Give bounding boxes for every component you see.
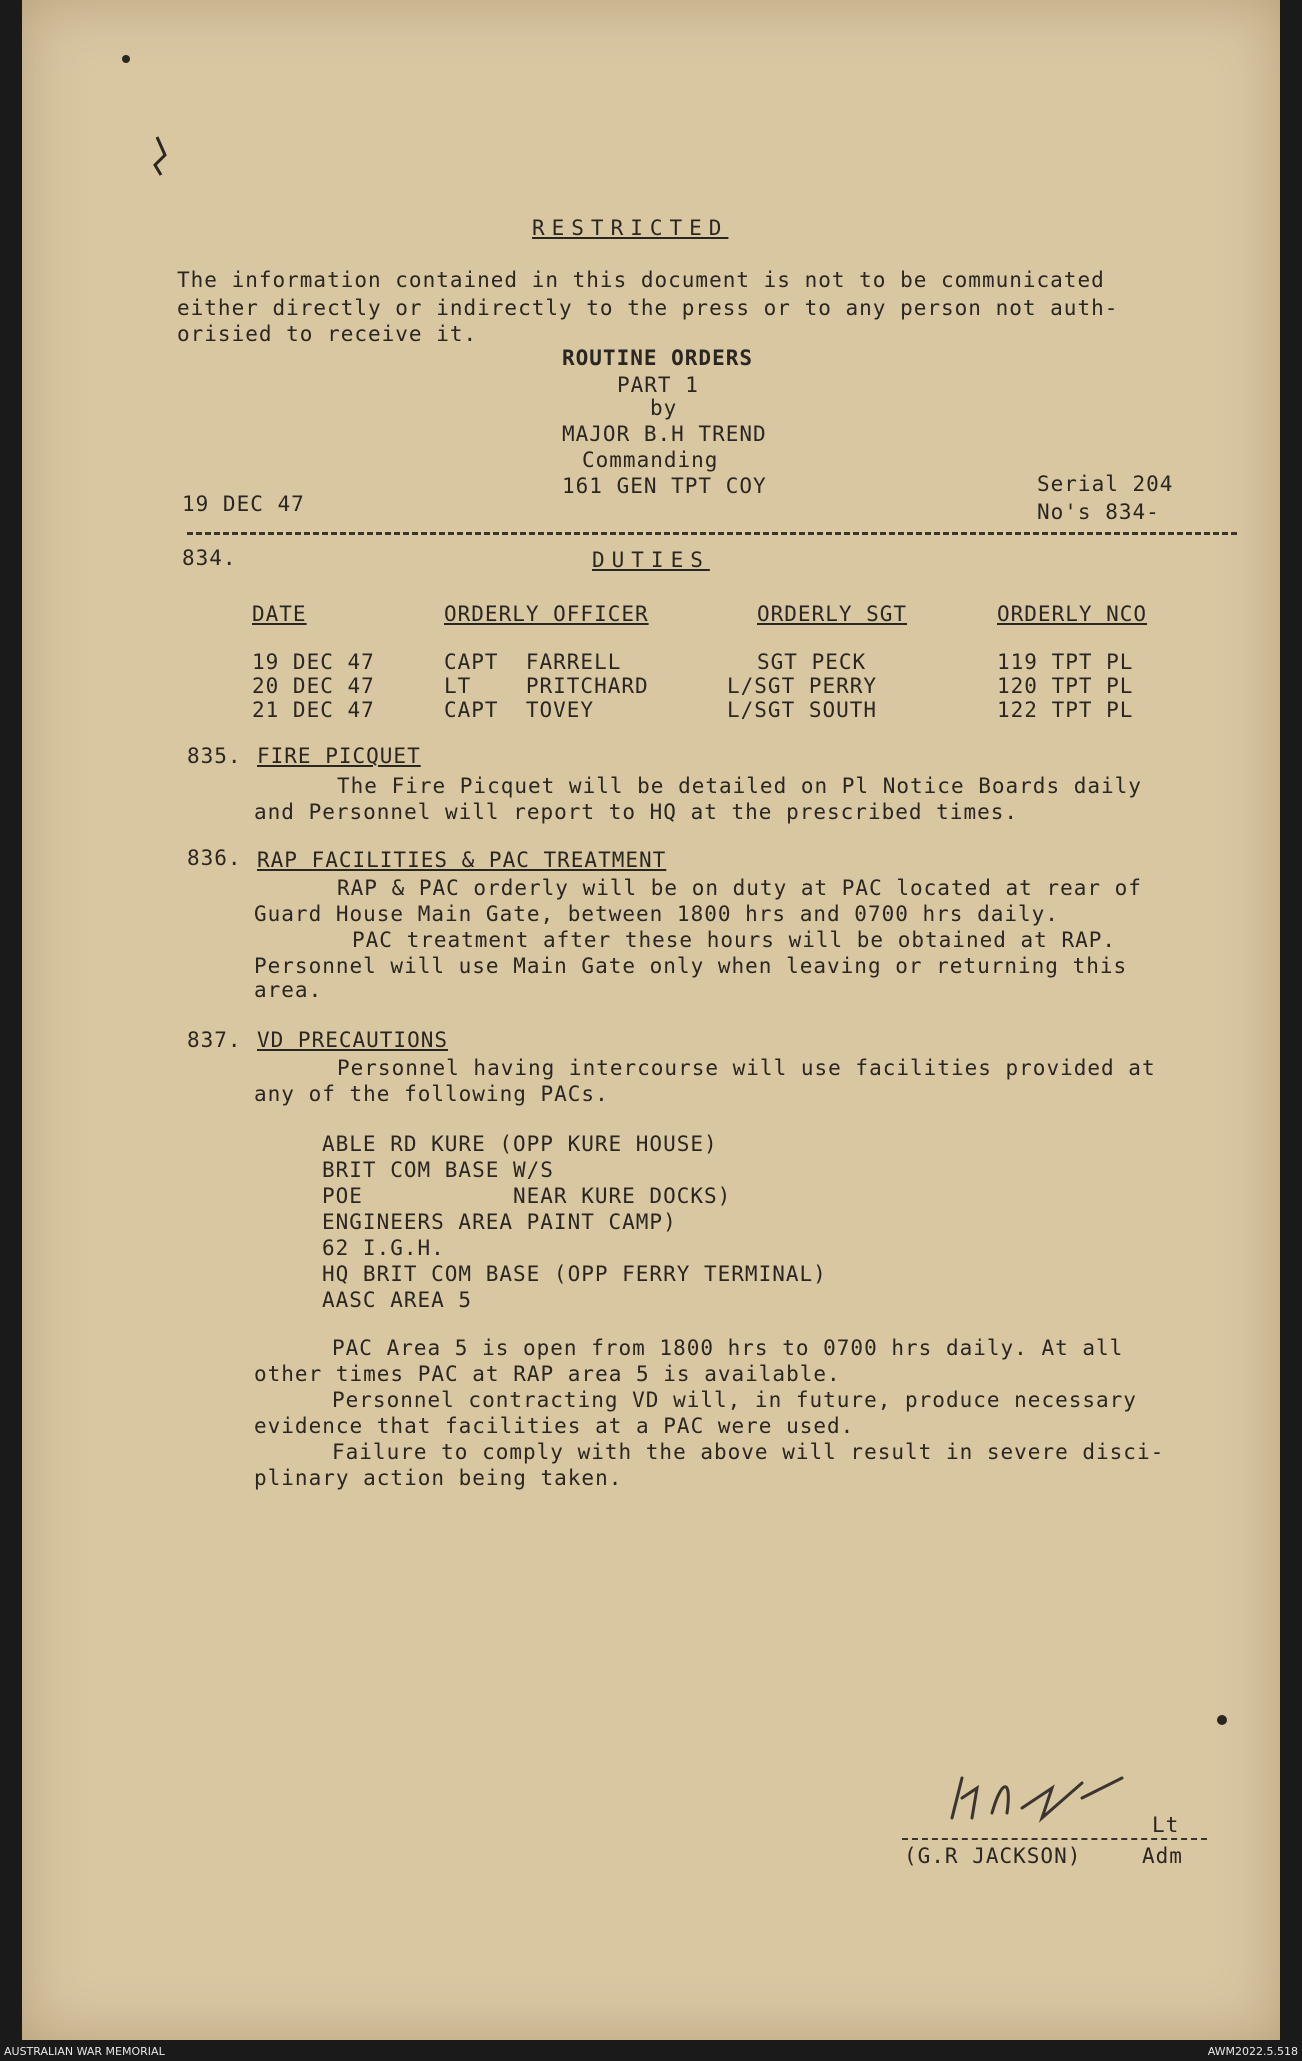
notice-line: The information contained in this document is not to be communicated	[177, 268, 1105, 292]
body-line: other times PAC at RAP area 5 is available.	[254, 1362, 841, 1386]
title-line: MAJOR B.H TREND	[562, 422, 767, 446]
title-line: ROUTINE ORDERS	[562, 346, 754, 370]
column-header: DATE	[252, 602, 307, 626]
duty-officer: CAPT TOVEY	[444, 698, 595, 722]
section-number: 834.	[182, 546, 237, 570]
pac-location: ABLE RD KURE (OPP KURE HOUSE)	[322, 1132, 718, 1156]
signatory-rank: Lt	[1152, 1813, 1180, 1837]
title-line: 161 GEN TPT COY	[562, 474, 767, 498]
pac-location: HQ BRIT COM BASE (OPP FERRY TERMINAL)	[322, 1262, 827, 1286]
divider-line	[187, 532, 1237, 535]
notice-line: orisied to receive it.	[177, 322, 478, 346]
column-header: ORDERLY OFFICER	[444, 602, 649, 626]
body-line: PAC Area 5 is open from 1800 hrs to 0700 hrs daily. At all	[332, 1336, 1124, 1360]
title-line: PART 1	[617, 373, 699, 397]
duty-date: 19 DEC 47	[252, 650, 375, 674]
column-header: ORDERLY SGT	[757, 602, 908, 626]
duty-date: 20 DEC 47	[252, 674, 375, 698]
ink-mark	[122, 55, 130, 63]
duty-sgt: L/SGT SOUTH	[727, 698, 878, 722]
order-date: 19 DEC 47	[182, 492, 305, 516]
notice-line: either directly or indirectly to the press or to any person not auth-	[177, 296, 1119, 320]
archive-reference: AWM2022.5.518	[1207, 2045, 1298, 2058]
signatory-appointment: Adm	[1142, 1844, 1183, 1868]
section-heading: VD PRECAUTIONS	[257, 1028, 449, 1052]
title-line: Commanding	[582, 448, 719, 472]
archive-name: AUSTRALIAN WAR MEMORIAL	[4, 2045, 165, 2058]
ink-stroke	[147, 135, 177, 180]
body-line: RAP & PAC orderly will be on duty at PAC located at rear of	[337, 876, 1142, 900]
section-number: 837.	[187, 1028, 242, 1052]
section-heading: DUTIES	[592, 548, 710, 572]
body-line: The Fire Picquet will be detailed on Pl Notice Boards daily	[337, 774, 1142, 798]
pac-location: ENGINEERS AREA PAINT CAMP)	[322, 1210, 677, 1234]
classification-heading: RESTRICTED	[532, 216, 729, 240]
body-line: Personnel will use Main Gate only when leaving or returning this	[254, 954, 1128, 978]
archive-footer	[0, 2042, 1302, 2061]
order-numbers: No's 834-	[1037, 500, 1160, 524]
duty-date: 21 DEC 47	[252, 698, 375, 722]
serial-number: Serial 204	[1037, 472, 1174, 496]
column-header: ORDERLY NCO	[997, 602, 1148, 626]
body-line: Personnel contracting VD will, in future, produce necessary	[332, 1388, 1137, 1412]
pac-location: POE NEAR KURE DOCKS)	[322, 1184, 732, 1208]
document-page	[22, 0, 1280, 2040]
pac-location: BRIT COM BASE W/S	[322, 1158, 554, 1182]
body-line: PAC treatment after these hours will be obtained at RAP.	[352, 928, 1117, 952]
body-line: and Personnel will report to HQ at the prescribed times.	[254, 800, 1019, 824]
duty-officer: LT PRITCHARD	[444, 674, 649, 698]
section-heading: RAP FACILITIES & PAC TREATMENT	[257, 848, 667, 872]
duty-nco: 120 TPT PL	[997, 674, 1134, 698]
duty-nco: 122 TPT PL	[997, 698, 1134, 722]
ink-mark	[1217, 1715, 1227, 1725]
body-line: Guard House Main Gate, between 1800 hrs and 0700 hrs daily.	[254, 902, 1059, 926]
section-heading: FIRE PICQUET	[257, 744, 421, 768]
duty-officer: CAPT FARRELL	[444, 650, 622, 674]
body-line: plinary action being taken.	[254, 1466, 623, 1490]
section-number: 835.	[187, 744, 242, 768]
section-number: 836.	[187, 846, 242, 870]
title-line: by	[650, 396, 678, 420]
body-line: area.	[254, 978, 323, 1002]
body-line: Failure to comply with the above will result in severe disci-	[332, 1440, 1165, 1464]
pac-location: 62 I.G.H.	[322, 1236, 445, 1260]
signatory-name: (G.R JACKSON)	[904, 1844, 1082, 1868]
body-line: Personnel having intercourse will use facilities provided at	[337, 1056, 1156, 1080]
duty-nco: 119 TPT PL	[997, 650, 1134, 674]
body-line: any of the following PACs.	[254, 1082, 609, 1106]
pac-location: AASC AREA 5	[322, 1288, 473, 1312]
duty-sgt: SGT PECK	[757, 650, 867, 674]
body-line: evidence that facilities at a PAC were used.	[254, 1414, 855, 1438]
handwritten-signature	[932, 1758, 1142, 1848]
signature-line	[902, 1838, 1207, 1840]
duty-sgt: L/SGT PERRY	[727, 674, 878, 698]
